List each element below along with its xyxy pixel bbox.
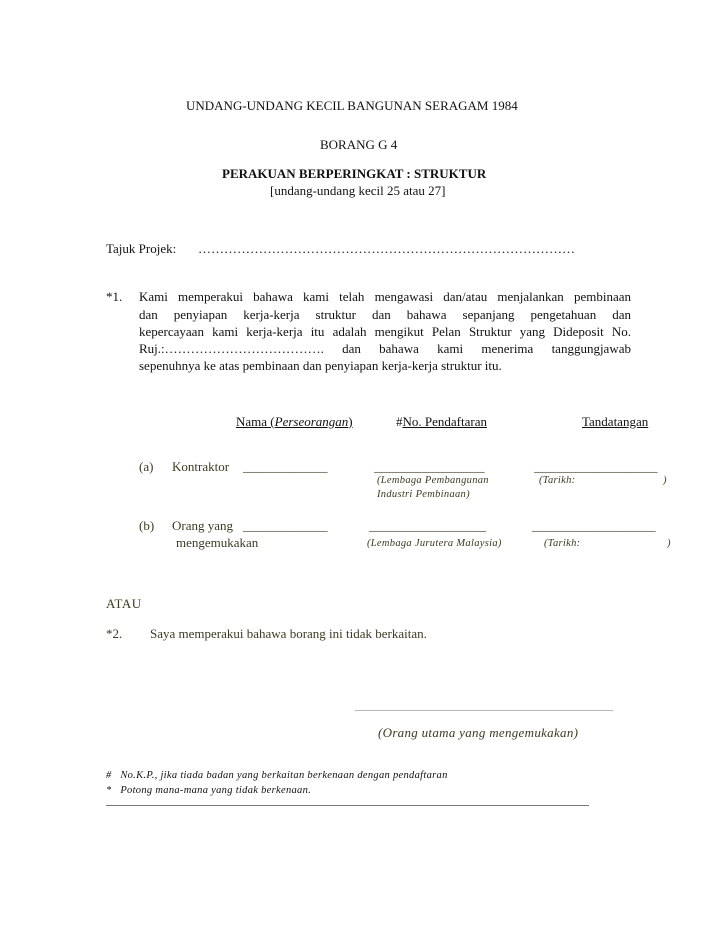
row-a-registration-note: Industri Pembinaan) <box>377 489 470 500</box>
row-b-registration-note: (Lembaga Jurutera Malaysia) <box>367 538 502 549</box>
project-title-field[interactable]: …………………………………………………………………………… <box>198 241 575 256</box>
form-number: BORANG G 4 <box>320 137 398 152</box>
clause-2-text: Saya memperakui bahawa borang ini tidak berkaitan. <box>150 626 427 641</box>
column-header-signature: Tandatangan <box>582 414 649 429</box>
column-header-registration: #No. Pendaftaran <box>396 414 487 429</box>
clause-2-marker: *2. <box>106 626 123 641</box>
submitter-signature-field[interactable]: ___________________ <box>532 518 656 533</box>
contractor-registration-field[interactable]: _________________ <box>374 459 485 474</box>
form-reference: [undang-undang kecil 25 atau 27] <box>270 183 446 198</box>
row-b-role: Orang yang <box>172 518 234 533</box>
row-b-role: mengemukakan <box>176 535 259 550</box>
submitter-name-field[interactable]: _____________ <box>243 518 328 533</box>
row-a-date-close: ) <box>663 475 667 486</box>
clause-1-marker: *1. <box>106 289 123 304</box>
submitter-registration-field[interactable]: __________________ <box>369 518 486 533</box>
contractor-signature-field[interactable]: ___________________ <box>534 459 658 474</box>
footnote-star: * Potong mana-mana yang tidak berkenaan. <box>106 785 312 796</box>
contractor-name-field[interactable]: _____________ <box>243 459 328 474</box>
clause-1-line: Ruj.:………………………………. dan bahawa kami menerima tanggungjawab <box>139 341 631 356</box>
clause-1-line: sepenuhnya ke atas pembinaan dan penyiapan kerja-kerja struktur itu. <box>139 358 502 373</box>
main-signature-field[interactable]: ___________________________________________ <box>355 698 613 712</box>
signature-caption: (Orang utama yang mengemukakan) <box>378 725 579 740</box>
atau-heading: ATAU <box>106 596 142 611</box>
footnote-hash: # No.K.P., jika tiada badan yang berkaitan berkenaan dengan pendaftaran <box>106 770 448 781</box>
row-a-role: Kontraktor <box>172 459 230 474</box>
row-b-date-close: ) <box>667 538 671 549</box>
project-label: Tajuk Projek: <box>106 241 177 256</box>
row-a-marker: (a) <box>139 459 154 474</box>
row-b-date-label: (Tarikh: <box>544 538 581 549</box>
clause-1-line: dan penyiapan kerja-kerja struktur dan bahawa sepanjang pengetahuan dan <box>139 307 631 322</box>
law-title: UNDANG-UNDANG KECIL BANGUNAN SERAGAM 1984 <box>186 98 518 113</box>
row-a-registration-note: (Lembaga Pembangunan <box>377 475 489 486</box>
row-a-date-label: (Tarikh: <box>539 475 576 486</box>
row-b-marker: (b) <box>139 518 155 533</box>
column-header-name: Nama (Perseorangan) <box>236 414 353 429</box>
footnote-rule <box>106 805 589 806</box>
clause-1-line: Kami memperakui bahawa kami telah mengawasi dan/atau menjalankan pembinaan <box>139 289 631 304</box>
clause-1-line: kepercayaan kami kerja-kerja itu adalah mengikut Pelan Struktur yang Dideposit No. <box>139 324 631 339</box>
form-title: PERAKUAN BERPERINGKAT : STRUKTUR <box>222 166 487 181</box>
